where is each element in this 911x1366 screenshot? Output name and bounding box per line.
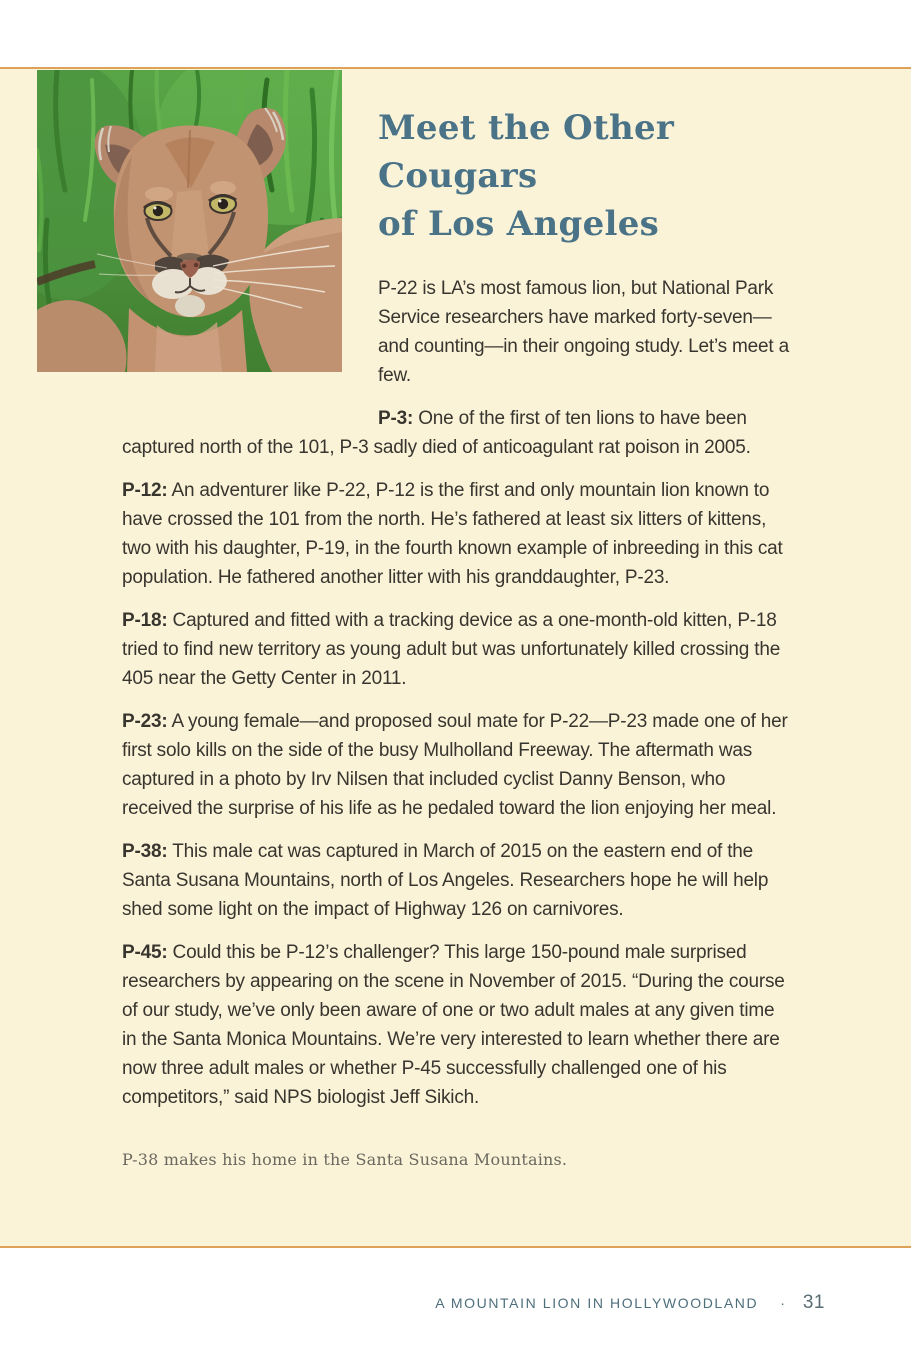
running-head: A MOUNTAIN LION IN HOLLYWOODLAND — [435, 1295, 759, 1311]
entry-paragraph-p12 — [122, 476, 790, 592]
entry-label: P-45: — [122, 942, 168, 963]
entry-text: Could this be P-12’s challenger? This large 150-pound male surprised researchers by appearing on the scene in November of 2015. “During the course of our study, we’ve only been aware of one or two adult males at any given time in the Santa Monica Mountains. We’re very interested to learn whether there are now three adult males or whether P-45 successfully challenged one of his competitors,” said NPS biologist Jeff Sikich. — [122, 942, 785, 1108]
page-footer — [435, 1292, 825, 1314]
entry-paragraph-p18 — [122, 606, 790, 693]
photo-caption: P-38 makes his home in the Santa Susana Mountains. — [122, 1150, 568, 1169]
separator-dot: · — [780, 1295, 785, 1311]
page-title-line1: Meet the Other Cougars — [378, 108, 675, 196]
intro-paragraph: P-22 is LA’s most famous lion, but National Park Service researchers have marked forty-seven—and counting—in their ongoing study. Let’s meet a few. — [378, 278, 789, 386]
entry-paragraph-p3 — [122, 404, 790, 462]
entry-text: One of the first of ten lions to have been captured north of the 101, P-3 sadly died of anticoagulant rat poison in 2005. — [122, 408, 751, 458]
entry-label: P-23: — [122, 711, 168, 732]
page-content — [0, 67, 911, 1248]
entry-label: P-38: — [122, 841, 168, 862]
entry-text: Captured and fitted with a tracking device as a one-month-old kitten, P-18 tried to find new territory as young adult but was unfortunately killed crossing the 405 near the Getty Center in 2011. — [122, 610, 781, 689]
entry-label: P-12: — [122, 480, 168, 501]
entry-text: A young female—and proposed soul mate for P-22—P-23 made one of her first solo kills on the side of the busy Mulholland Freeway. The aftermath was captured in a photo by Irv Nilsen that included cyclist Danny Benson, who received the surprise of his life as he pedaled toward the lion enjoying her meal. — [122, 711, 788, 819]
page-title-line2: of Los Angeles — [378, 204, 660, 244]
entry-paragraph-p38 — [122, 837, 790, 924]
entry-text: An adventurer like P-22, P-12 is the first and only mountain lion known to have crossed the 101 from the north. He’s fathered at least six litters of kittens, two with his daughter, P-19, in the fourth known example of inbreeding in this cat population. He fathered another litter with his granddaughter, P-23. — [122, 480, 783, 588]
cougar-photo — [37, 70, 342, 372]
entry-label: P-18: — [122, 610, 168, 631]
page-number: 31 — [802, 1292, 825, 1313]
cougar-photo-illustration — [37, 70, 342, 372]
entry-label: P-3: — [378, 408, 414, 429]
entry-text: This male cat was captured in March of 2015 on the eastern end of the Santa Susana Mountains, north of Los Angeles. Researchers hope he will help shed some light on the impact of Highway 126 on carnivores. — [122, 841, 769, 920]
entry-paragraph-p45 — [122, 938, 790, 1112]
entry-paragraph-p23 — [122, 707, 790, 823]
